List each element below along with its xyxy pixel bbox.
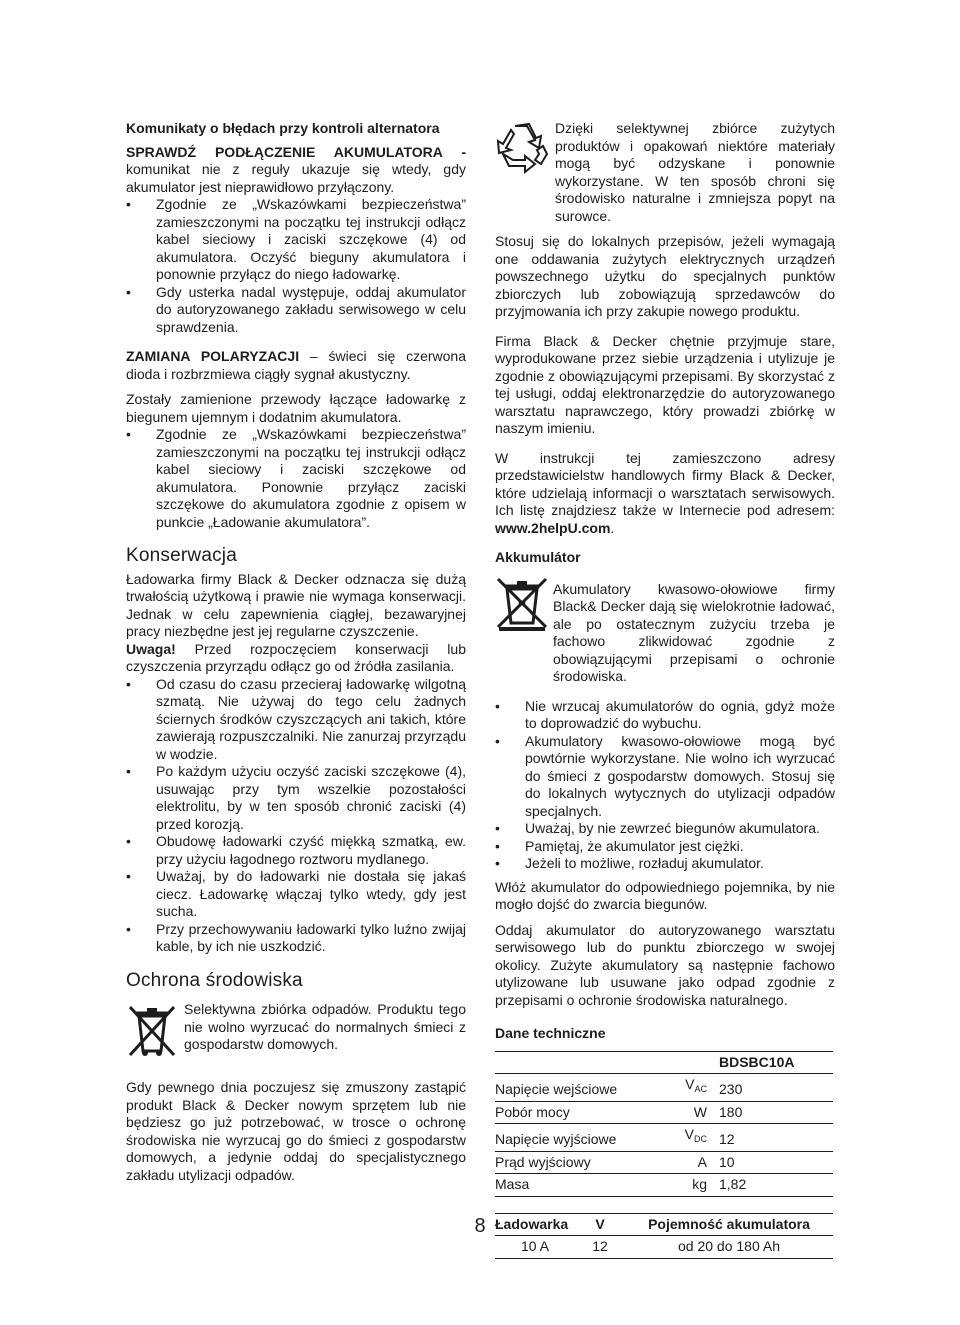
tech-unit: kg	[655, 1174, 719, 1197]
tech-unit: W	[655, 1101, 719, 1124]
battery-notice-text: Akumulatory kwasowo-ołowiowe firmy Black& Decker dają się wielokrotnie ładować, ale po ostatecznym zużyciu trzeba je fachowo zlikwidować zgodnie z obowiązującymi przepisami o ochronie środowiska.	[553, 580, 835, 684]
left-column	[126, 120, 466, 1184]
tech-data-heading: Dane techniczne	[495, 1025, 606, 1041]
tech-label: Napięcie wejściowe	[495, 1074, 655, 1102]
crossed-battery-bin-icon	[495, 575, 549, 631]
table-row	[495, 1174, 833, 1197]
polarity-label: ZAMIANA POLARYZACJI	[126, 348, 300, 364]
page-number: 8	[474, 1215, 486, 1237]
tech-unit: A	[655, 1151, 719, 1174]
tech-value: 12	[719, 1124, 833, 1152]
tech-value: 1,82	[719, 1174, 833, 1197]
list-item: • Gdy usterka nadal występuje, oddaj akumulator do autoryzowanego zakładu serwisowego w celu sprawdzenia.	[126, 284, 466, 337]
tech-label: Pobór mocy	[495, 1101, 655, 1124]
addresses-paragraph	[495, 450, 835, 538]
list-item: • Uważaj, by do ładowarki nie dostała się jakaś ciecz. Ładowarkę włączaj tylko wtedy, gdy jest sucha.	[126, 868, 466, 921]
battery-bullet-list	[495, 698, 835, 873]
environment-heading: Ochrona środowiska	[126, 969, 303, 991]
tech-label: Prąd wyjściowy	[495, 1151, 655, 1174]
list-item: • Uważaj, by nie zewrzeć biegunów akumulatora.	[495, 820, 835, 838]
local-regulations-paragraph: Stosuj się do lokalnych przepisów, jeżeli wymagają one oddawania zużytych elektrycznych urządzeń powszechnego użytku do specjalnych punktów zbiorczych lub zobowiązują sprzedawców do przyjmowania ich przy zakupie nowego produktu.	[495, 233, 835, 319]
table-row	[495, 1151, 833, 1174]
list-item: • Akumulatory kwasowo-ołowiowe mogą być powtórnie wykorzystane. Nie wolno ich wyrzucać do śmieci z gospodarstw domowych. Stosuj się do lokalnych wytycznych do utylizacji odpadów specjalnych.	[495, 733, 835, 821]
list-item: • Zgodnie ze „Wskazówkami bezpieczeństwa” zamieszczonymi na początku tej instrukcji odłącz kabel sieciowy i zaciski szczękowe od akumulatora. Ponownie przyłącz zaciski szczękowe do akumulatora zgodnie z opisem w punkcie „Ładowanie akumulatora”.	[126, 426, 466, 531]
tech-unit: $V_{DC}$	[655, 1124, 719, 1152]
check-bullet-list	[126, 196, 466, 336]
charger-header: Ładowarka	[495, 1213, 575, 1236]
table-row	[495, 1236, 833, 1259]
container-paragraph: Włóż akumulator do odpowiedniego pojemnika, by nie mogło dojść do zwarcia biegunów.	[495, 878, 835, 912]
errors-heading: Komunikaty o błędach przy kontroli alternatora	[126, 120, 440, 136]
list-item: • Przy przechowywaniu ładowarki tylko luźno zwijaj kable, by ich nie uszkodzić.	[126, 921, 466, 956]
recycle-icon	[495, 120, 551, 174]
website-link[interactable]: www.2helpU.com	[495, 519, 611, 536]
polarity-description: Zostały zamienione przewody łączące ładowarkę z biegunem ujemnym i dodatnim akumulatora.	[126, 391, 466, 425]
weee-text: Selektywna zbiórka odpadów. Produktu tego nie wolno wyrzucać do normalnych śmieci z gospodarstw domowych.	[184, 1001, 466, 1052]
tech-value: 180	[719, 1101, 833, 1124]
list-item: • Nie wrzucaj akumulatorów do ognia, gdyż może to doprowadzić do wybuchu.	[495, 698, 835, 733]
environment-paragraph: Gdy pewnego dnia poczujesz się zmuszony zastąpić produkt Black & Decker nowym sprzętem lub nie będziesz go już potrzebować, w trosce o ochronę środowiska nie wyrzucaj go do śmieci z gospodarstw domowych, a jedynie oddaj do specjalistycznego zakładu utylizacji odpadów.	[126, 1079, 466, 1183]
charger-cell: 12	[575, 1236, 625, 1259]
tech-value: 10	[719, 1151, 833, 1174]
tech-label: Masa	[495, 1174, 655, 1197]
tech-label: Napięcie wyjściowe	[495, 1124, 655, 1152]
list-item: • Po każdym użyciu oczyść zaciski szczękowe (4), usuwając przy tym wszelkie pozostałości elektrolitu, by w ten sposób chronić zaciski (4) przed korozją.	[126, 763, 466, 833]
crossed-bin-icon	[126, 1001, 178, 1059]
table-row	[495, 1051, 833, 1074]
right-column	[495, 120, 835, 1259]
weee-notice	[126, 1001, 466, 1059]
list-item: • Zgodnie ze „Wskazówkami bezpieczeństwa” zamieszczonymi na początku tej instrukcji odłącz kabel sieciowy i zaciski szczękowe (4) od akumulatora. Oczyść bieguny akumulatora i ponownie przyłącz do niego ładowarkę.	[126, 196, 466, 284]
battery-notice	[495, 575, 835, 686]
table-row	[495, 1124, 833, 1152]
warning-paragraph	[126, 641, 466, 676]
charger-header: Pojemność akumulatora	[625, 1213, 833, 1236]
tech-data-table	[495, 1051, 833, 1197]
warning-text: Przed rozpoczęciem konserwacji lub czyszczenia przyrządu odłącz go od źródła zasilania.	[126, 640, 466, 674]
tech-value: 230	[719, 1074, 833, 1102]
recycling-notice	[495, 120, 835, 225]
polarity-bullet-list	[126, 426, 466, 531]
charger-cell: 10 A	[495, 1236, 575, 1259]
maintenance-heading: Konserwacja	[126, 545, 237, 566]
table-row	[495, 1074, 833, 1102]
charger-cell: od 20 do 180 Ah	[625, 1236, 833, 1259]
list-item: • Od czasu do czasu przecieraj ładowarkę wilgotną szmatą. Nie używaj do tego celu żadnych ściernych środków czyszczących ani takich, które zawierają rozpuszczalniki. Nie zanurzaj przyrządu w wodzie.	[126, 676, 466, 764]
check-battery-paragraph	[126, 144, 466, 197]
warning-label: Uwaga!	[126, 640, 176, 657]
polarity-text: – świeci się czerwona dioda i rozbrzmiewa ciągły sygnał akustyczny.	[126, 348, 466, 382]
check-battery-label: SPRAWDŹ PODŁĄCZENIE AKUMULATORA -	[126, 143, 466, 160]
model-header: BDSBC10A	[719, 1051, 833, 1074]
list-item: • Pamiętaj, że akumulator jest ciężki.	[495, 838, 835, 856]
list-item: • Jeżeli to możliwe, rozładuj akumulator.	[495, 855, 835, 873]
tech-unit: $V_{AC}$	[655, 1074, 719, 1102]
svg-text:H: H	[518, 597, 526, 610]
service-paragraph: Oddaj akumulator do autoryzowanego warsztatu serwisowego lub do punktu zbiorczego w swojej okolicy. Zużyte akumulatory są następnie fachowo utylizowane lub usuwane jako odpad zgodnie z przepisami o ochronie środowiska naturalnego.	[495, 921, 835, 1008]
polarity-paragraph	[126, 348, 466, 383]
table-row	[495, 1101, 833, 1124]
maintenance-bullet-list	[126, 676, 466, 956]
firm-paragraph: Firma Black & Decker chętnie przyjmuje stare, wyprodukowane przez siebie urządzenia i utylizuje je zgodnie z obowiązującymi przepisami. By skorzystać z tej usługi, oddaj elektronarzędzie do autoryzowanego warsztatu naprawczego, który prowadzi zbiórkę w naszym imieniu.	[495, 332, 835, 436]
battery-heading: Akkumulátor	[495, 549, 581, 565]
maintenance-paragraph: Ładowarka firmy Black & Decker odznacza się dużą trwałością użytkową i prawie nie wymaga konserwacji. Jednak w celu zapewnienia ciągłej, bezawaryjnej pracy niezbędne jest jej regularne czyszczenie.	[126, 570, 466, 639]
recycling-text: Dzięki selektywnej zbiórce zużytych produktów i opakowań niektóre materiały mogą być odzyskane i ponownie wykorzystane. W ten sposób chroni się środowisko naturalne i zmniejsza popyt na surowce.	[555, 120, 835, 224]
list-item: • Obudowę ładowarki czyść miękką szmatką, ew. przy użyciu łagodnego roztworu mydlanego.	[126, 833, 466, 868]
website-suffix: .	[610, 519, 615, 536]
charger-header: V	[575, 1213, 625, 1236]
check-battery-text: komunikat nie z reguły ukazuje się wtedy, gdy akumulator jest nieprawidłowo przyłączony.	[126, 161, 466, 195]
addresses-text: W instrukcji tej zamieszczono adresy przedstawicielstw handlowych firmy Black & Decker, które udzielają informacji o warsztatach serwisowych. Ich listę znajdziesz także w Internecie pod adresem:	[495, 449, 835, 518]
